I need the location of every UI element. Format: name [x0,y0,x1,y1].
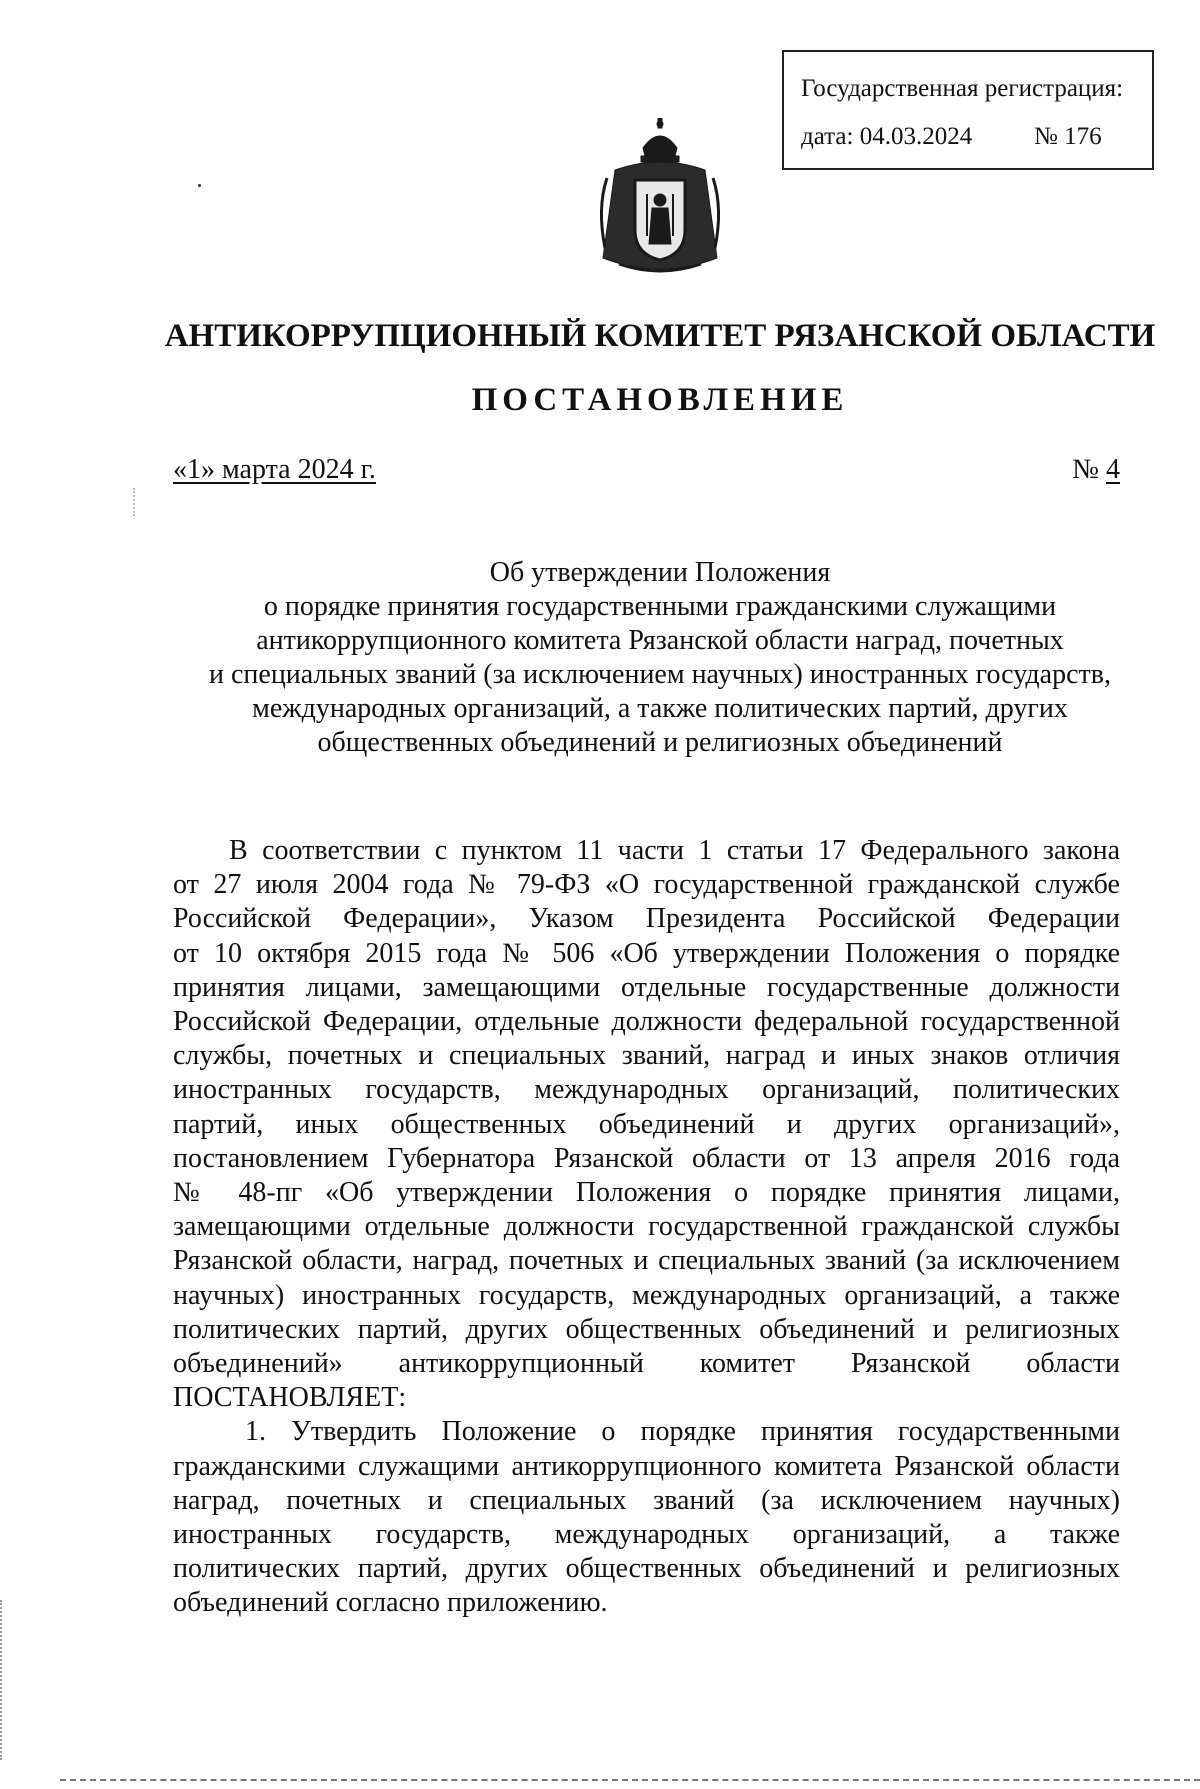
registration-title: Государственная регистрация: [801,75,1124,102]
body-line: Рязанской области, наград, почетных и специальных званий (за исключением [173,1245,1120,1277]
document-type: ПОСТАНОВЛЕНИЕ [471,382,849,418]
subject-line: о порядке принятия государственными гражданскими служащими [263,591,1057,622]
item-line: наград, почетных и специальных званий (за исключением научных) [173,1484,1120,1516]
body-line: партий, иных общественных объединений и других организаций», [173,1108,1120,1140]
item-line: иностранных государств, международных организаций, а также [173,1519,1120,1551]
body-line: постановлением Губернатора Рязанской области от 13 апреля 2016 года [173,1142,1120,1174]
scan-bottom-edge [60,1779,1200,1781]
item-line: объединений согласно приложению. [173,1587,608,1619]
document-subject [150,556,1170,760]
body-line: № 48-пг «Об утверждении Положения о порядке принятия лицами, [173,1177,1120,1209]
item-line: 1. Утвердить Положение о порядке принятия государственными [245,1416,1120,1448]
item-line: политических партий, других общественных объединений и религиозных [173,1553,1120,1585]
body-line: политических партий, других общественных объединений и религиозных [173,1313,1120,1345]
subject-line: и специальных званий (за исключением научных) иностранных государств, [209,659,1111,690]
scan-margin-marks [133,488,143,516]
body-line: В соответствии с пунктом 11 части 1 статьи 17 Федерального закона [229,835,1120,866]
body-line: Российской Федерации», Указом Президента Российской Федерации [173,903,1120,935]
document-number [1072,456,1120,484]
coat-of-arms-ryazan-icon [585,118,735,278]
document-date: «1» марта 2024 г. [173,454,376,485]
subject-line: Об утверждении Положения [489,557,831,588]
document-body [173,834,1120,1621]
scan-speck [198,184,201,187]
subject-line: общественных объединений и религиозных объединений [317,727,1003,758]
body-line: Российской Федерации, отдельные должности федеральной государственной [173,1006,1120,1038]
body-line: научных) иностранных государств, международных организаций, а также [173,1279,1120,1311]
registration-date: дата: 04.03.2024 [801,123,973,150]
subject-line: антикоррупционного комитета Рязанской области наград, почетных [256,625,1064,656]
body-line: от 10 октября 2015 года № 506 «Об утверждении Положения о порядке [173,937,1120,969]
item-line: гражданскими служащими антикоррупционного комитета Рязанской области [173,1450,1120,1482]
organization-name: АНТИКОРРУПЦИОННЫЙ КОМИТЕТ РЯЗАНСКОЙ ОБЛАСТИ [164,318,1156,354]
body-line: замещающими отдельные должности государственной гражданской службы [173,1211,1120,1243]
resolves-word: ПОСТАНОВЛЯЕТ: [173,1382,407,1414]
body-line: службы, почетных и специальных званий, наград и иных знаков отличия [173,1040,1120,1072]
document-number-prefix: № [1072,454,1106,485]
registration-stamp-box [782,50,1154,170]
subject-line: международных организаций, а также политических партий, других [252,693,1068,724]
document-number-value: 4 [1106,454,1120,485]
registration-number: № 176 [1034,123,1102,150]
body-line: объединений» антикоррупционный комитет Рязанской области [173,1348,1120,1380]
body-line: иностранных государств, международных организаций, политических [173,1074,1120,1106]
body-line: принятия лицами, замещающими отдельные государственные должности [173,971,1120,1003]
scan-edge-marks [0,1600,6,1760]
body-line: от 27 июля 2004 года № 79-ФЗ «О государственной гражданской службе [173,869,1120,901]
